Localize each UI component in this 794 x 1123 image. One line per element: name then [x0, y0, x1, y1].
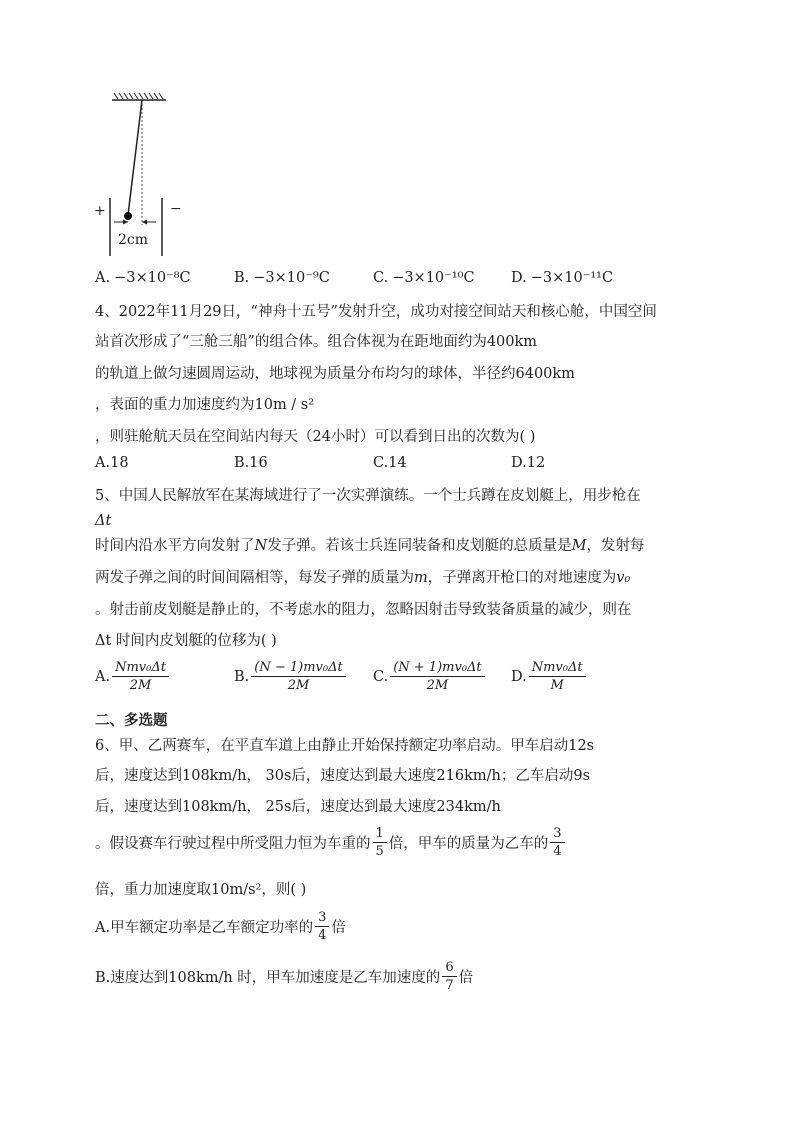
q4-line: 4、2022年11月29日，“神舟十五号”发射升空，成功对接空间站天和核心舱，中国空间	[95, 304, 657, 320]
option-text: −3×10⁻⁹C	[253, 270, 330, 286]
q4-option-a[interactable]	[95, 455, 129, 471]
option-label: B.	[234, 455, 250, 471]
option-label: B.	[234, 668, 250, 685]
text-run: 倍	[458, 970, 474, 986]
q5-line: 5、中国人民解放军在某海域进行了一次实弹演练。一个士兵蹲在皮划艇上，用步枪在	[95, 488, 641, 504]
option-fraction	[251, 660, 345, 693]
text-run: ，发射每	[586, 538, 645, 554]
option-label: C.	[373, 270, 389, 286]
q4-option-c[interactable]	[373, 455, 407, 471]
numerator: Nmv₀Δt	[115, 660, 166, 675]
numerator: 3	[318, 910, 327, 925]
option-label: A.	[95, 668, 111, 685]
text-run: 发子弹。若该士兵连同装备和皮划艇的总质量是	[267, 538, 572, 554]
option-label: B.	[234, 270, 250, 286]
q4-option-b[interactable]	[234, 455, 268, 471]
q5-option-c[interactable]	[373, 660, 487, 693]
q6-line: 后，速度达到108km/h， 30s后，速度达到最大速度216km/h；乙车启动9s	[95, 768, 591, 784]
q6-option-b[interactable]	[95, 960, 473, 993]
text-run: 时间内沿水平方向发射了	[95, 538, 255, 554]
text-run: 倍，甲车的质量为乙车的	[388, 836, 549, 852]
option-text: 12	[526, 455, 546, 471]
text-run: A.甲车额定功率是乙车额定功率的	[95, 920, 314, 936]
pendulum-figure	[90, 90, 200, 260]
q5-line	[95, 534, 645, 555]
q5-option-d[interactable]	[511, 660, 588, 693]
text-run: 倍	[331, 920, 346, 936]
q3-option-a[interactable]	[95, 270, 191, 286]
denominator: M	[550, 678, 564, 693]
option-fraction	[390, 660, 484, 693]
q5-line: Δt 时间内皮划艇的位移为( )	[95, 633, 277, 649]
var-m: m	[414, 570, 428, 586]
numerator: (N + 1)mv₀Δt	[393, 660, 482, 675]
var-v0: v₀	[616, 570, 631, 586]
denominator: 4	[553, 844, 562, 859]
option-label: A.	[95, 455, 111, 471]
numerator: (N − 1)mv₀Δt	[254, 660, 343, 675]
denominator: 7	[445, 978, 454, 993]
option-fraction	[315, 910, 329, 943]
option-label: D.	[511, 668, 527, 685]
numerator: 1	[375, 826, 384, 841]
option-text: 14	[388, 455, 407, 471]
q6-line: 6、甲、乙两赛车，在平直车道上由静止开始保持额定功率启动。甲车启动12s	[95, 738, 595, 754]
q5-line: Δt	[95, 513, 112, 529]
option-fraction	[442, 960, 456, 993]
numerator: 6	[445, 960, 454, 975]
option-label: C.	[373, 455, 389, 471]
q3-option-c[interactable]	[373, 270, 475, 286]
q6-option-a[interactable]	[95, 910, 346, 943]
option-text: −3×10⁻¹¹C	[530, 270, 614, 286]
q5-line: 。射击前皮划艇是静止的，不考虑水的阻力，忽略因射击导致装备质量的减少，则在	[95, 602, 632, 618]
denominator: 2M	[287, 678, 310, 693]
q3-option-b[interactable]	[234, 270, 330, 286]
q4-line: 的轨道上做匀速圆周运动，地球视为质量分布均匀的球体，半径约6400km	[95, 366, 575, 382]
text-run: ，子弹离开枪口的对地速度为	[427, 570, 617, 586]
denominator: 2M	[426, 678, 449, 693]
q5-option-b[interactable]	[234, 660, 348, 693]
option-label: A.	[95, 270, 111, 286]
var-n: N	[254, 538, 268, 554]
distance-label: 2cm	[118, 232, 149, 248]
text-run: 两发子弹之间的时间间隔相等，每发子弹的质量为	[95, 570, 414, 586]
option-text: −3×10⁻¹⁰C	[392, 270, 475, 286]
denominator: 2M	[129, 678, 152, 693]
denominator: 5	[375, 844, 384, 859]
var-m-cap: M	[571, 538, 587, 554]
q4-line: ，表面的重力加速度约为10m / s²	[95, 397, 315, 413]
q6-line: 倍，重力加速度取10m/s²，则( )	[95, 882, 307, 898]
section-heading: 二、多选题	[95, 712, 168, 729]
option-label: D.	[511, 455, 527, 471]
option-label: D.	[511, 270, 527, 286]
minus-sign: −	[170, 201, 182, 217]
q6-line	[95, 826, 567, 859]
option-fraction	[112, 660, 169, 693]
q4-line: 站首次形成了“三舱三船”的组合体。组合体视为在距地面约为400km	[95, 334, 538, 350]
q3-option-d[interactable]	[511, 270, 613, 286]
option-fraction	[529, 660, 586, 693]
option-text: 18	[110, 455, 129, 471]
denominator: 4	[318, 928, 327, 943]
plus-sign: +	[94, 203, 106, 219]
q4-line: ，则驻舱航天员在空间站内每天（24小时）可以看到日出的次数为( )	[95, 429, 536, 445]
fraction-one-fifth	[373, 826, 387, 859]
option-text: 16	[249, 455, 268, 471]
q6-line: 后，速度达到108km/h， 25s后，速度达到最大速度234km/h	[95, 799, 501, 815]
option-label: C.	[373, 668, 389, 685]
text-run: B.速度达到108km/h 时，甲车加速度是乙车加速度的	[95, 970, 441, 986]
option-text: −3×10⁻⁸C	[114, 270, 191, 286]
q5-line	[95, 566, 630, 587]
q4-option-d[interactable]	[511, 455, 545, 471]
fraction-three-fourths	[550, 826, 564, 859]
numerator: Nmv₀Δt	[531, 660, 583, 675]
numerator: 3	[553, 826, 562, 841]
q5-option-a[interactable]	[95, 660, 171, 693]
text-run: 。假设赛车行驶过程中所受阻力恒为车重的	[95, 836, 371, 852]
